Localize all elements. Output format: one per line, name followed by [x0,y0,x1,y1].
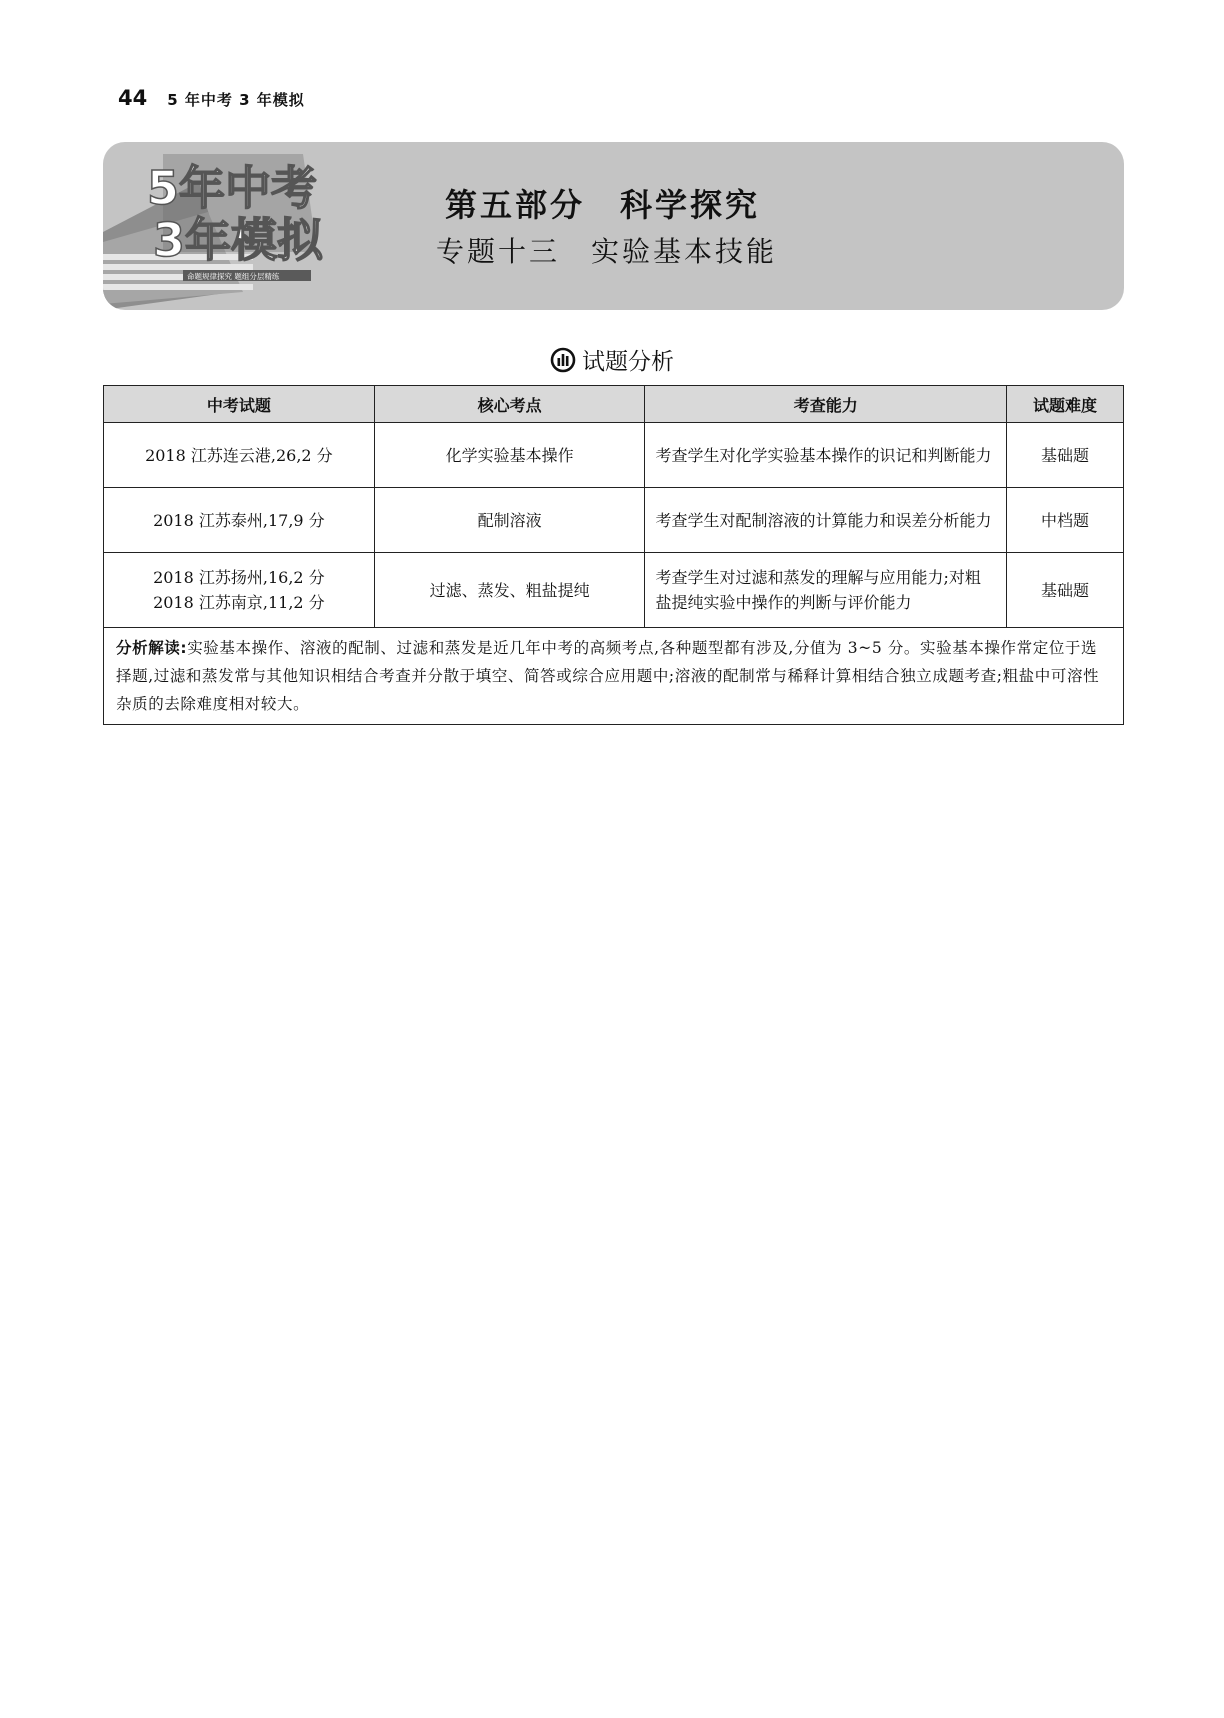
exam-cell [104,423,375,488]
topic-cell: 过滤、蒸发、粗盐提纯 [374,553,645,628]
part-title: 第五部分 科学探究 [445,186,761,224]
table-header-row [104,386,1124,423]
exam-cell [104,553,375,628]
exam-cell [104,488,375,553]
book-title: 5 年中考 3 年模拟 [167,91,305,109]
difficulty-cell: 基础题 [1007,553,1124,628]
section-heading [0,343,1224,376]
notes-text: 实验基本操作、溶液的配制、过滤和蒸发是近几年中考的高频考点,各种题型都有涉及,分值为 3~5 分。实验基本操作常定位于选择题,过滤和蒸发常与其他知识相结合考查并分散于填空、简答或综合应用题中;溶液的配制常与稀释计算相结合独立成题考查;粗盐中可溶性杂质的去除难度相对较大。 [116,639,1100,713]
table-row [104,488,1124,553]
notes-cell [104,628,1124,725]
book-logo [103,142,333,310]
chapter-banner [103,142,1124,310]
col-header-topic: 核心考点 [374,386,645,423]
difficulty-cell: 基础题 [1007,423,1124,488]
exam-entry: 2018 江苏南京,11,2 分 [153,593,325,612]
exam-entry: 2018 江苏连云港,26,2 分 [145,445,333,465]
ability-cell: 考查学生对配制溶液的计算能力和误差分析能力 [645,488,1007,553]
col-header-ability: 考查能力 [645,386,1007,423]
logo-line1: 5年中考 [147,161,318,215]
difficulty-cell: 中档题 [1007,488,1124,553]
analysis-icon [550,347,576,373]
page-header [118,86,305,110]
ability-cell: 考查学生对过滤和蒸发的理解与应用能力;对粗盐提纯实验中操作的判断与评价能力 [645,553,1007,628]
logo-tagline: 命题规律探究 题组分层精练 [187,272,280,281]
notes-label: 分析解读: [116,639,188,657]
topic-cell: 配制溶液 [374,488,645,553]
topic-cell: 化学实验基本操作 [374,423,645,488]
exam-entry: 2018 江苏扬州,16,2 分 [153,568,325,587]
logo-line2: 3年模拟 [153,213,324,267]
table-row [104,553,1124,628]
analysis-table [103,385,1124,725]
col-header-exam: 中考试题 [104,386,375,423]
section-title: 试题分析 [582,349,674,375]
exam-entry: 2018 江苏泰州,17,9 分 [153,510,325,530]
notes-row [104,628,1124,725]
ability-cell: 考查学生对化学实验基本操作的识记和判断能力 [645,423,1007,488]
table-row [104,423,1124,488]
col-header-difficulty: 试题难度 [1007,386,1124,423]
page-number: 44 [118,86,148,110]
topic-title: 专题十三 实验基本技能 [436,235,778,268]
